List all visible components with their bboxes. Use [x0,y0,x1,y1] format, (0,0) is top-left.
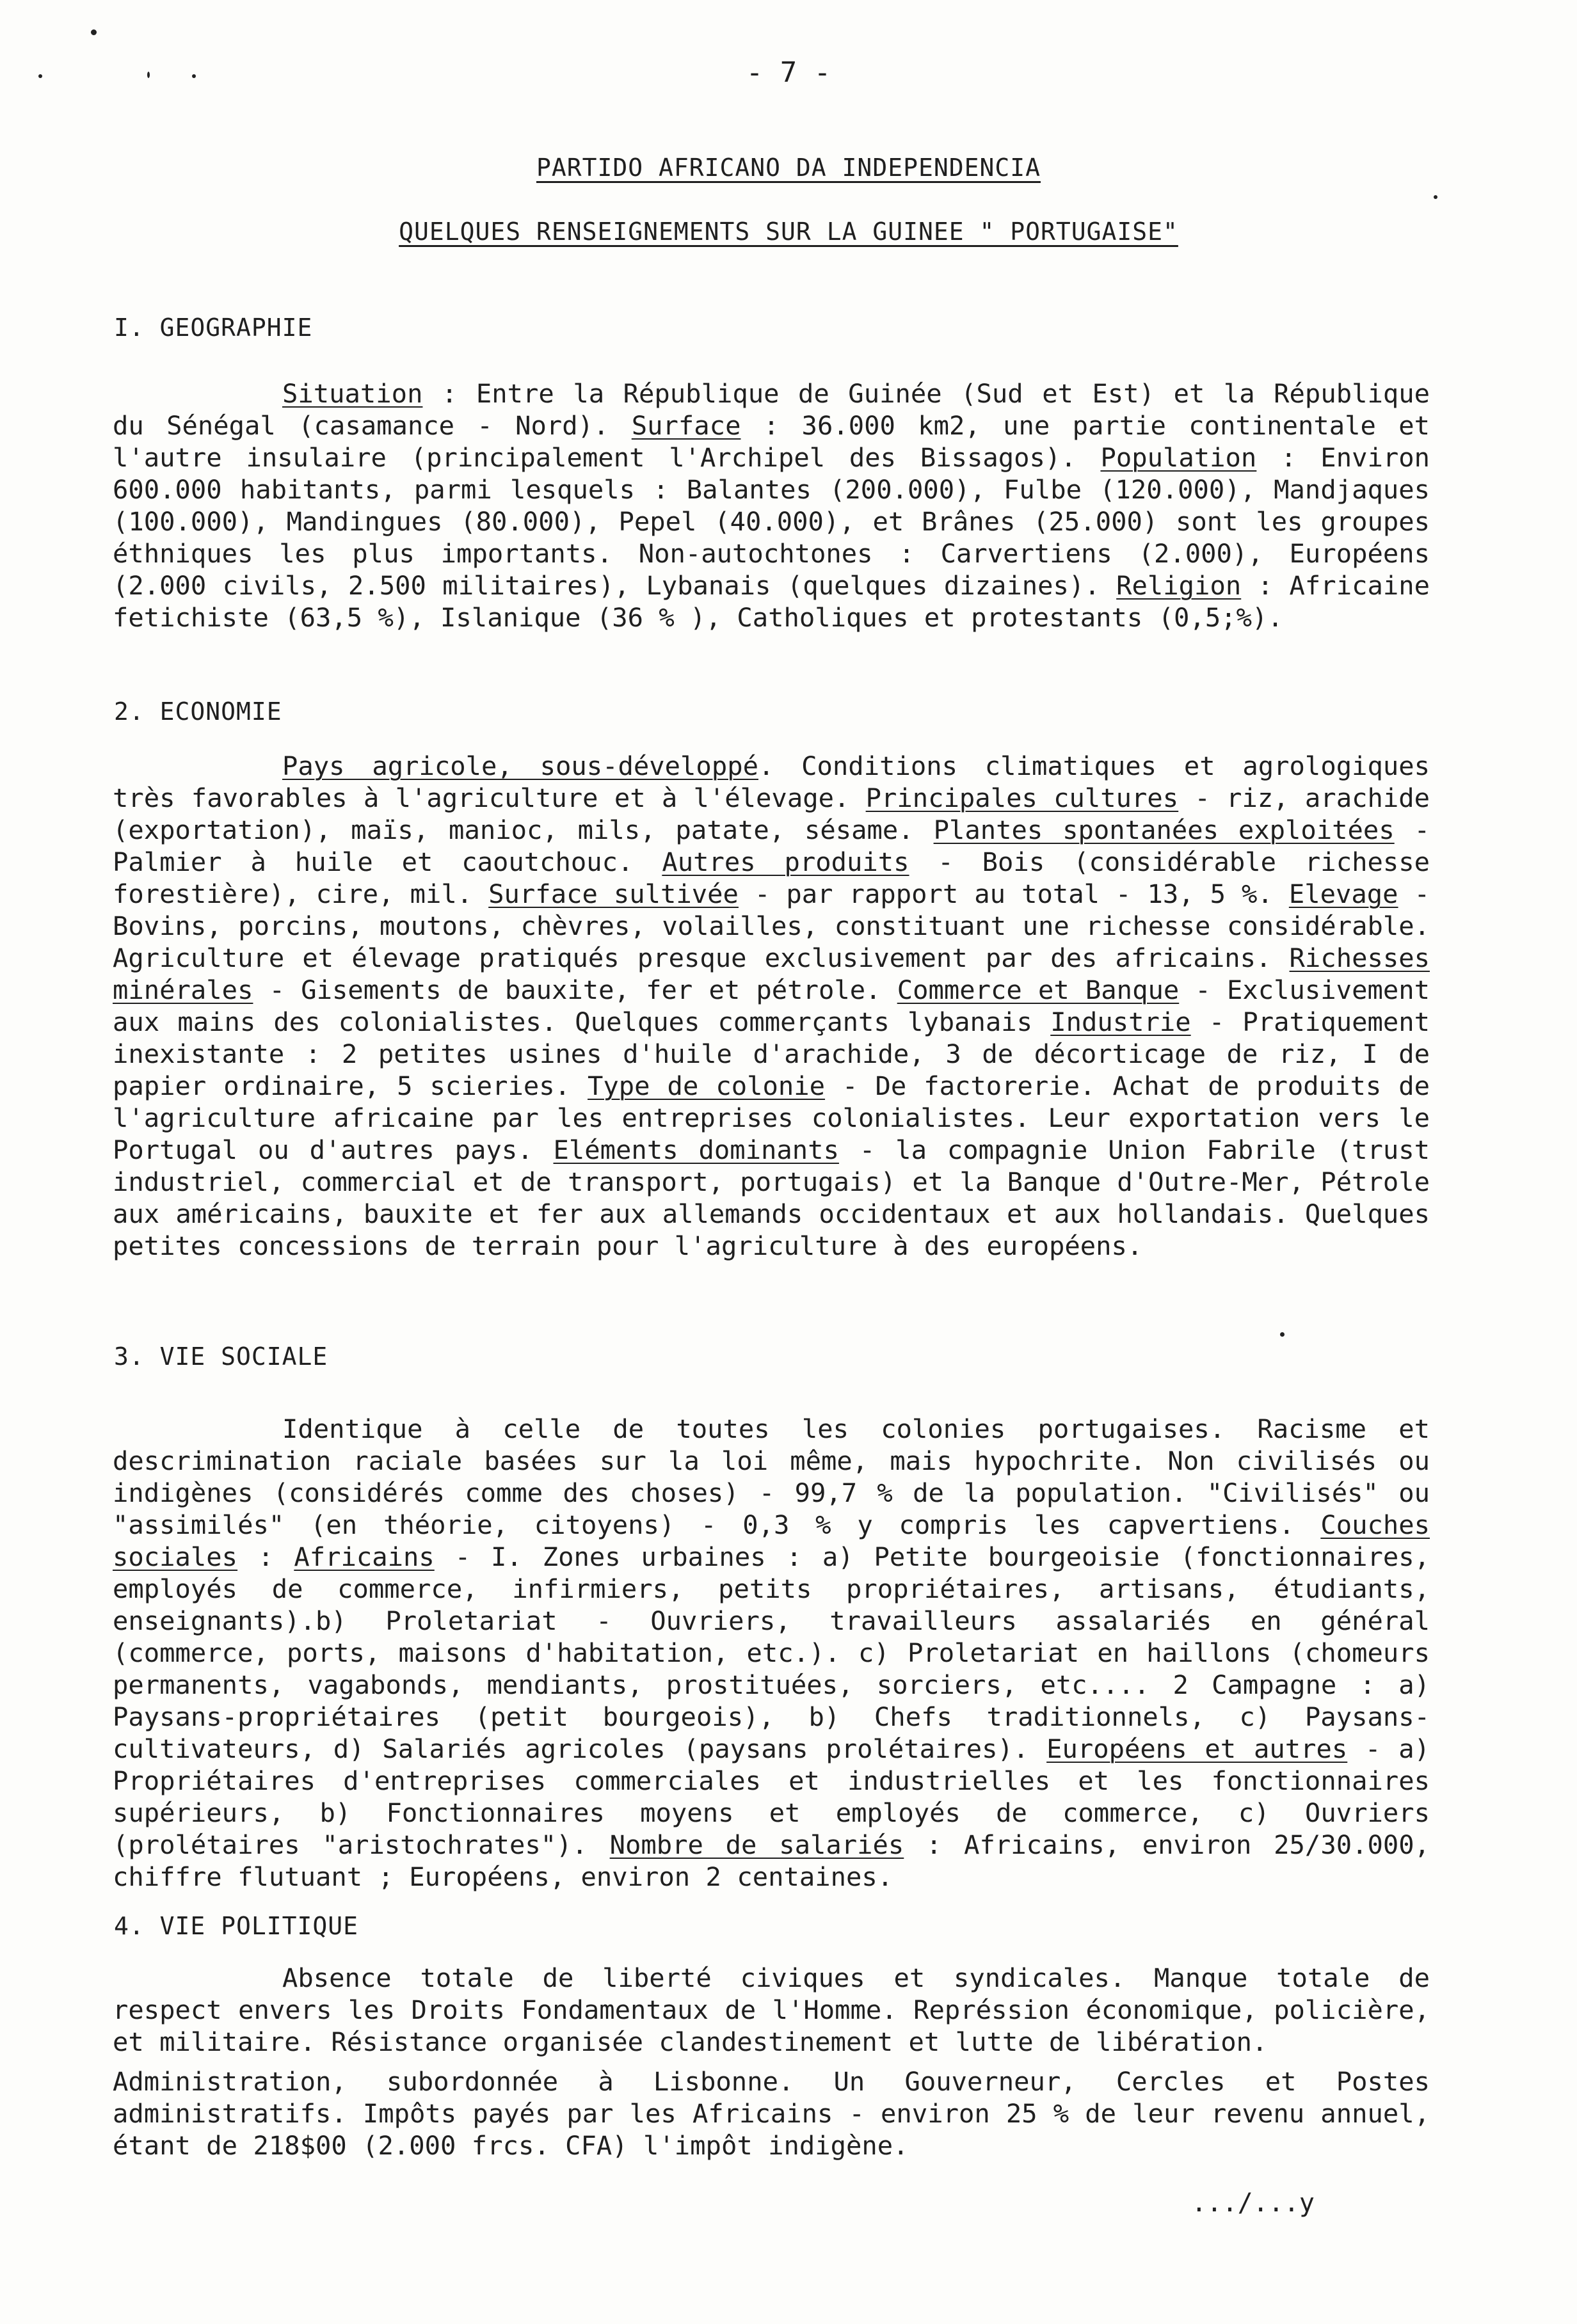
scan-speck [1434,195,1437,199]
paragraph-geographie: Situation : Entre la République de Guinée (Sud et Est) et la République du Sénégal (casamance - Nord). Surface : 36.000 km2, une partie continentale et l'autre insulaire (principalement l'Archipel des Bissagos). Population : Environ 600.000 habitants, parmi lesquels : Balantes (200.000), Fulbe (120.000), Mandjaques (100.000), Mandingues (80.000), Pepel (40.000), et Brânes (25.000) sont les groupes éthniques les plus importants. Non-autochtones : Carvertiens (2.000), Européens (2.000 civils, 2.500 militaires), Lybanais (quelques dizaines). Religion : Africaine fetichiste (63,5 %), Islanique (36 % ), Catholiques et protestants (0,5;%). [113,378,1430,633]
document-subtitle: QUELQUES RENSEIGNEMENTS SUR LA GUINEE " PORTUGAISE" [399,218,1178,246]
paragraph-economie: Pays agricole, sous-développé. Conditions climatiques et agrologiques très favorables à l'agriculture et à l'élevage. Principales cultures - riz, arachide (exportation), maïs, manioc, mils, patate, sésame. Plantes spontanées exploitées - Palmier à huile et caoutchouc. Autres produits - Bois (considérable richesse forestière), cire, mil. Surface sultivée - par rapport au total - 13, 5 %. Elevage - Bovins, porcins, moutons, chèvres, volailles, constituant une richesse considérable. Agriculture et élevage pratiqués presque exclusivement par des africains. Richesses minérales - Gisements de bauxite, fer et pétrole. Commerce et Banque - Exclusivement aux mains des colonialistes. Quelques commerçants lybanais Industrie - Pratiquement inexistante : 2 petites usines d'huile d'arachide, 3 de décorticage de riz, I de papier ordinaire, 5 scieries. Type de colonie - De factorerie. Achat de produits de l'agriculture africaine par les entreprises colonialistes. Leur exportation vers le Portugal ou d'autres pays. Eléments dominants - la compagnie Union Fabrile (trust industriel, commercial et de transport, portugais) et la Banque d'Outre-Mer, Pétrole aux américains, bauxite et fer aux allemands occidentaux et aux hollandais. Quelques petites concessions de terrain pour l'agriculture à des européens. [113,751,1430,1261]
paragraph-vie-sociale: Identique à celle de toutes les colonies portugaises. Racisme et descrimination raciale basées sur la loi même, mais hypochrite. Non civilisés ou indigènes (considérés comme des choses) - 99,7 % de la population. "Civilisés" ou "assimilés" (en théorie, citoyens) - 0,3 % y compris les capvertiens. Couches sociales : Africains - I. Zones urbaines : a) Petite bourgeoisie (fonctionnaires, employés de commerce, infirmiers, petits propriétaires, artisans, étudiants, enseignants).b) Proletariat - Ouvriers, travailleurs assalariés en général (commerce, ports, maisons d'habitation, etc.). c) Proletariat en haillons (chomeurs permanents, vagabonds, mendiants, prostituées, sorciers, etc.... 2 Campagne : a) Paysans-propriétaires (petit bourgeois), b) Chefs traditionnels, c) Paysans-cultivateurs, d) Salariés agricoles (paysans prolétaires). Européens et autres - a) Propriétaires d'entreprises commerciales et industrielles et les fonctionnaires supérieurs, b) Fonctionnaires moyens et employés de commerce, c) Ouvriers (prolétaires "aristochrates"). Nombre de salariés : Africains, environ 25/30.000, chiffre flutuant ; Européens, environ 2 centaines. [113,1413,1430,1892]
section-heading-geographie: I. GEOGRAPHIE [114,314,313,342]
paragraph-vie-politique: Absence totale de liberté civiques et syndicales. Manque totale de respect envers les Droits Fondamentaux de l'Homme. Représsion économique, policière, et militaire. Résistance organisée clandestinement et lutte de libération. [113,1962,1430,2057]
page-number: - 7 - [746,56,831,89]
scan-speck [1280,1332,1285,1337]
section-heading-vie-politique: 4. VIE POLITIQUE [114,1912,359,1940]
scan-speck [91,29,97,35]
continuation-marker: .../...y [1191,2188,1315,2218]
paragraph-administration: Administration, subordonnée à Lisbonne. Un Gouverneur, Cercles et Postes administratifs. Impôts payés par les Africains - environ 25 % de leur revenu annuel, étant de 218$00 (2.000 frcs. CFA) l'impôt indigène. [113,2066,1430,2161]
document-title: PARTIDO AFRICANO DA INDEPENDENCIA [536,154,1041,182]
section-heading-vie-sociale: 3. VIE SOCIALE [114,1342,328,1371]
section-heading-economie: 2. ECONOMIE [114,697,282,726]
